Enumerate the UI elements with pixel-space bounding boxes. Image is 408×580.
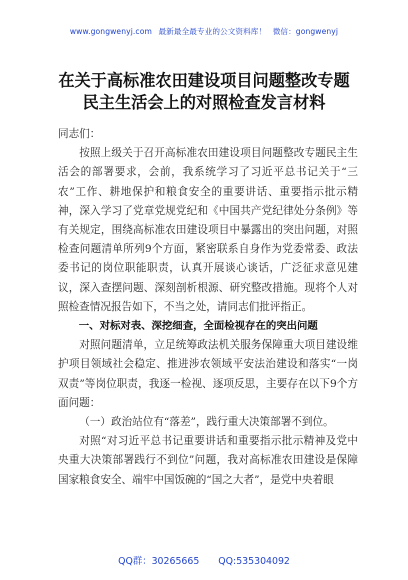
paragraph-intro: 按照上级关于召开高标准农田建设项目问题整改专题民主生活会的部署要求，会前，我系统学习了习近平总书记关于“三农”工作、耕地保护和粮食安全的重要讲话、重要指示批示精神，深入学习了党章党规党纪和《中国共产党纪律处分条例》等有关规定，围绕高标准农田建设项目中暴露出的突出问题，对照检查问题清单所列9个方面，紧密联系自身作为党委常委、政法委书记的岗位职能职责，认真开展谈心谈话，广泛征求意见建议，深入查摆问题、深刻剖析根源、研究整改措施。现将个人对照检查情况报告如下，不当之处，请同志们批评指正。 [58,147,358,313]
paragraph-political: 对照“对习近平总书记重要讲话和重要指示批示精神及党中央重大决策部署践行不到位”问题，我对高标准农田建设是保障国家粮食安全、端牢中国饭碗的“国之大者”，是党中央着眼 [58,435,358,486]
salutation: 同志们： [58,128,101,140]
paragraph-problems: 对照问题清单，立足统筹政法机关服务保障重大项目建设维护项目领域社会稳定、推进涉农领域平安法治建设和落实“一岗双责”等岗位职责，我逐一检视、逐项反思，主要存在以下9个方面问题： [58,339,358,409]
footer-qq-group: QQ群：30265665 [118,556,200,567]
header-site-link[interactable]: www.gongwenyj.com [69,27,152,36]
document-body [58,125,358,490]
header-banner [0,26,408,37]
header-slogan: 最新最全最专业的公文资料库！ [158,27,267,36]
subheading-1: （一）政治站位有“落差”，践行重大决策部署不到位。 [79,416,334,429]
footer-contact [0,553,408,567]
title-line-2: 民主生活会上的对照检查发言材料 [82,93,326,112]
section-heading-1: 一、对标对表、深挖细查，全面检视存在的突出问题 [78,320,318,333]
header-wechat: 微信：gongwenyj [272,27,339,36]
document-title [30,70,378,114]
title-line-1: 在关于高标准农田建设项目问题整改专题 [58,71,350,90]
footer-qq: QQ:535304092 [218,556,290,567]
